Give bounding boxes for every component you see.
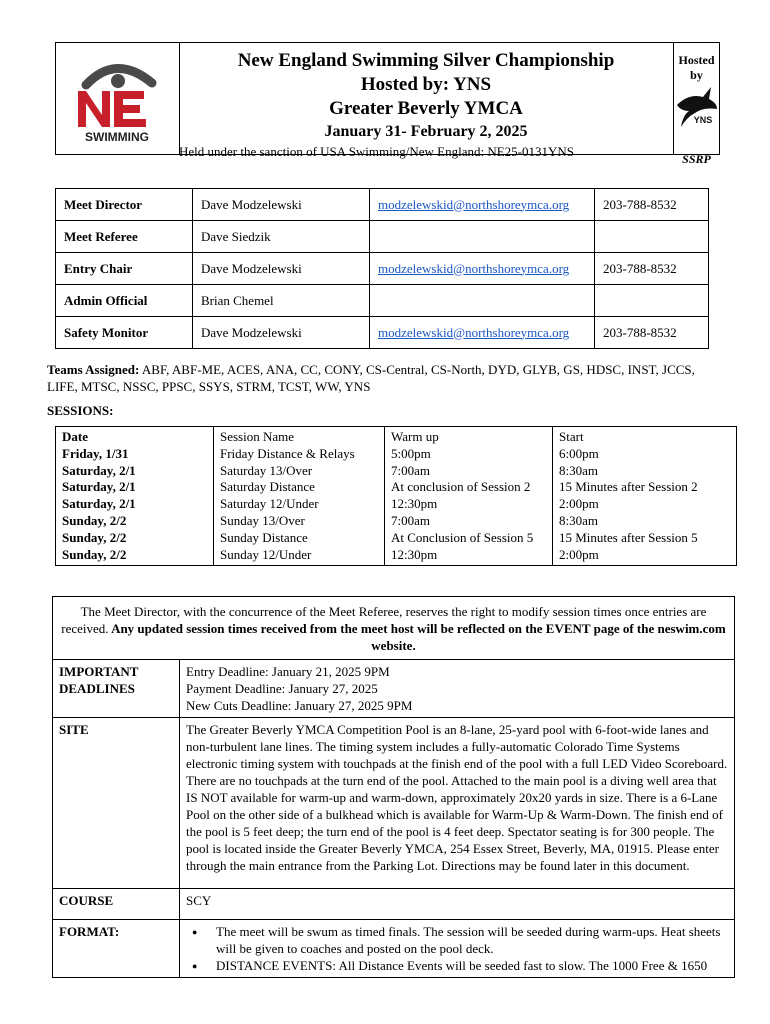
teams-list: ABF, ABF-ME, ACES, ANA, CC, CONY, CS-Central, CS-North, DYD, GLYB, GS, HDSC, INST, JCCS, LIFE, MTSC, NSSC, PPSC, SSYS, STRM, TCST, WW, YNS (47, 362, 695, 394)
sessions-table (55, 426, 737, 566)
session-start: Start (553, 427, 737, 446)
course-label: COURSE (53, 889, 180, 919)
session-row (56, 547, 737, 566)
site-description: The Greater Beverly YMCA Competition Pool is an 8-lane, 25-yard pool with 6-foot-wide lanes and non-turbulent lane lines. The timing system includes a fully-automatic Colorado Time Systems electronic timing system with touchpads at the finish end of the pool with a full LED Video Scoreboard. There are no touchpads at the turn end of the pool. Attached to the main pool is a diving well area that IS NOT available for warm-up and warm-down, approximately 20x20 yards in size. There is a 6-Lane Pool on the other side of a bulkhead which is available for Warm-Up & Warm-Down. The finish end of the pool is 5 feet deep; the turn end of the pool is 4 feet deep. Spectator seating is for 300 people. The pool is located inside the Greater Beverly YMCA, 254 Essex Street, Beverly, MA, 01915. Please enter through the main entrance from the Parking Lot. Directions may be found later in this document. (186, 722, 728, 873)
payment-deadline: Payment Deadline: January 27, 2025 (186, 681, 378, 696)
official-name-cell (193, 221, 370, 253)
session-warmup: 5:00pm (385, 446, 553, 463)
format-row (53, 920, 734, 977)
session-start: 15 Minutes after Session 2 (553, 479, 737, 496)
meet-info-table (52, 596, 735, 978)
session-row (56, 479, 737, 496)
meet-title-line-3: Greater Beverly YMCA (329, 98, 523, 119)
session-row (56, 463, 737, 480)
session-warmup: At Conclusion of Session 5 (385, 530, 553, 547)
sessions-heading: SESSIONS: (47, 403, 114, 418)
official-role-cell (56, 317, 193, 349)
session-start: 8:30am (553, 513, 737, 530)
course-row (53, 889, 734, 920)
official-email-cell (370, 253, 595, 285)
official-phone-cell (595, 221, 709, 253)
format-label: FORMAT: (53, 920, 180, 977)
official-name: Dave Siedzik (201, 228, 271, 244)
host-code: SSRP (682, 152, 711, 166)
yns-shark-logo-icon (673, 83, 720, 135)
official-name-cell (193, 317, 370, 349)
official-row (56, 189, 709, 221)
official-phone: 203-788-8532 (603, 196, 677, 212)
session-name: Friday Distance & Relays (214, 446, 385, 463)
session-date: Date (56, 427, 214, 446)
session-start: 2:00pm (553, 547, 737, 566)
session-start: 6:00pm (553, 446, 737, 463)
official-phone-cell (595, 189, 709, 221)
format-values (180, 920, 734, 977)
session-warmup: Warm up (385, 427, 553, 446)
session-start: 2:00pm (553, 496, 737, 513)
official-name: Dave Modzelewski (201, 196, 302, 212)
session-name: Sunday 13/Over (214, 513, 385, 530)
session-date: Friday, 1/31 (56, 446, 214, 463)
sessions-header-row (56, 427, 737, 446)
official-role-cell (56, 285, 193, 317)
session-start: 8:30am (553, 463, 737, 480)
format-item: ● The meet will be swum as timed finals. The session will be seeded during warm-ups. Heat sheets will be given to coaches and posted on the pool deck. (216, 923, 728, 957)
session-warmup: 7:00am (385, 463, 553, 480)
ne-swimming-logo-icon (56, 43, 179, 154)
ne-swimming-logo (56, 43, 180, 154)
sanction-text: Held under the sanction of USA Swimming/New England: NE25-0131YNS (179, 144, 575, 159)
session-name: Sunday 12/Under (214, 547, 385, 566)
official-name-cell (193, 285, 370, 317)
session-date: Sunday, 2/2 (56, 530, 214, 547)
session-date: Sunday, 2/2 (56, 547, 214, 566)
hosted-by-label: Hosted by (678, 53, 715, 82)
official-phone-cell (595, 317, 709, 349)
session-warmup: 12:30pm (385, 547, 553, 566)
official-email-cell (370, 221, 595, 253)
notice-plain: The Meet Director, with the concurrence of the Meet Referee, reserves the right to modify session times once entries are received. (61, 604, 707, 636)
course-value: SCY (186, 893, 212, 908)
official-phone-cell (595, 253, 709, 285)
session-row (56, 496, 737, 513)
site-row (53, 718, 734, 889)
official-phone: 203-788-8532 (603, 324, 677, 340)
session-name: Saturday Distance (214, 479, 385, 496)
official-name: Brian Chemel (201, 292, 274, 308)
session-row (56, 446, 737, 463)
host-block (673, 43, 720, 166)
session-warmup: 12:30pm (385, 496, 553, 513)
official-role-cell (56, 221, 193, 253)
session-name: Saturday 12/Under (214, 496, 385, 513)
officials-table (55, 188, 709, 349)
official-name: Dave Modzelewski (201, 260, 302, 276)
official-phone: 203-788-8532 (603, 260, 677, 276)
official-row (56, 221, 709, 253)
official-name-cell (193, 253, 370, 285)
session-row (56, 513, 737, 530)
official-row (56, 253, 709, 285)
session-warmup: At conclusion of Session 2 (385, 479, 553, 496)
official-email-cell (370, 189, 595, 221)
official-phone-cell (595, 285, 709, 317)
official-email-cell (370, 285, 595, 317)
session-name: Sunday Distance (214, 530, 385, 547)
official-row (56, 285, 709, 317)
official-role: Meet Referee (64, 228, 138, 244)
session-name: Session Name (214, 427, 385, 446)
official-email-cell (370, 317, 595, 349)
official-role: Safety Monitor (64, 324, 149, 340)
official-role: Entry Chair (64, 260, 133, 276)
meet-title-line-1: New England Swimming Silver Championship (237, 50, 615, 71)
session-date: Sunday, 2/2 (56, 513, 214, 530)
official-name-cell (193, 189, 370, 221)
session-date: Saturday, 2/1 (56, 496, 214, 513)
email-link[interactable]: modzelewskid@northshoreymca.org (378, 260, 570, 276)
meet-title-line-2: Hosted by: YNS (360, 74, 492, 95)
deadlines-values (180, 660, 734, 717)
meet-header (55, 42, 720, 166)
session-name: Saturday 13/Over (214, 463, 385, 480)
site-label: SITE (53, 718, 180, 888)
meet-dates: January 31- February 2, 2025 (324, 123, 528, 140)
meet-title-block (179, 43, 674, 159)
schedule-notice (53, 597, 734, 660)
deadlines-row (53, 660, 734, 718)
official-row (56, 317, 709, 349)
deadlines-label: IMPORTANT DEADLINES (53, 660, 180, 717)
official-role-cell (56, 253, 193, 285)
svg-text:SWIMMING: SWIMMING (85, 130, 149, 144)
svg-text:YNS: YNS (693, 115, 713, 125)
official-name: Dave Modzelewski (201, 324, 302, 340)
format-item: ● DISTANCE EVENTS: All Distance Events will be seeded fast to slow. The 1000 Free & 1650 (216, 957, 728, 974)
entry-deadline: Entry Deadline: January 21, 2025 9PM (186, 664, 390, 679)
session-date: Saturday, 2/1 (56, 463, 214, 480)
official-role: Meet Director (64, 196, 143, 212)
session-start: 15 Minutes after Session 5 (553, 530, 737, 547)
email-link[interactable]: modzelewskid@northshoreymca.org (378, 324, 570, 340)
official-role: Admin Official (64, 292, 148, 308)
session-warmup: 7:00am (385, 513, 553, 530)
email-link[interactable]: modzelewskid@northshoreymca.org (378, 196, 570, 212)
session-row (56, 530, 737, 547)
new-cuts-deadline: New Cuts Deadline: January 27, 2025 9PM (186, 698, 413, 713)
teams-assigned (47, 361, 727, 395)
official-role-cell (56, 189, 193, 221)
session-date: Saturday, 2/1 (56, 479, 214, 496)
teams-label: Teams Assigned: (47, 362, 140, 377)
notice-bold: Any updated session times received from the meet host will be reflected on the EVENT page of the neswim.com website. (108, 621, 726, 653)
